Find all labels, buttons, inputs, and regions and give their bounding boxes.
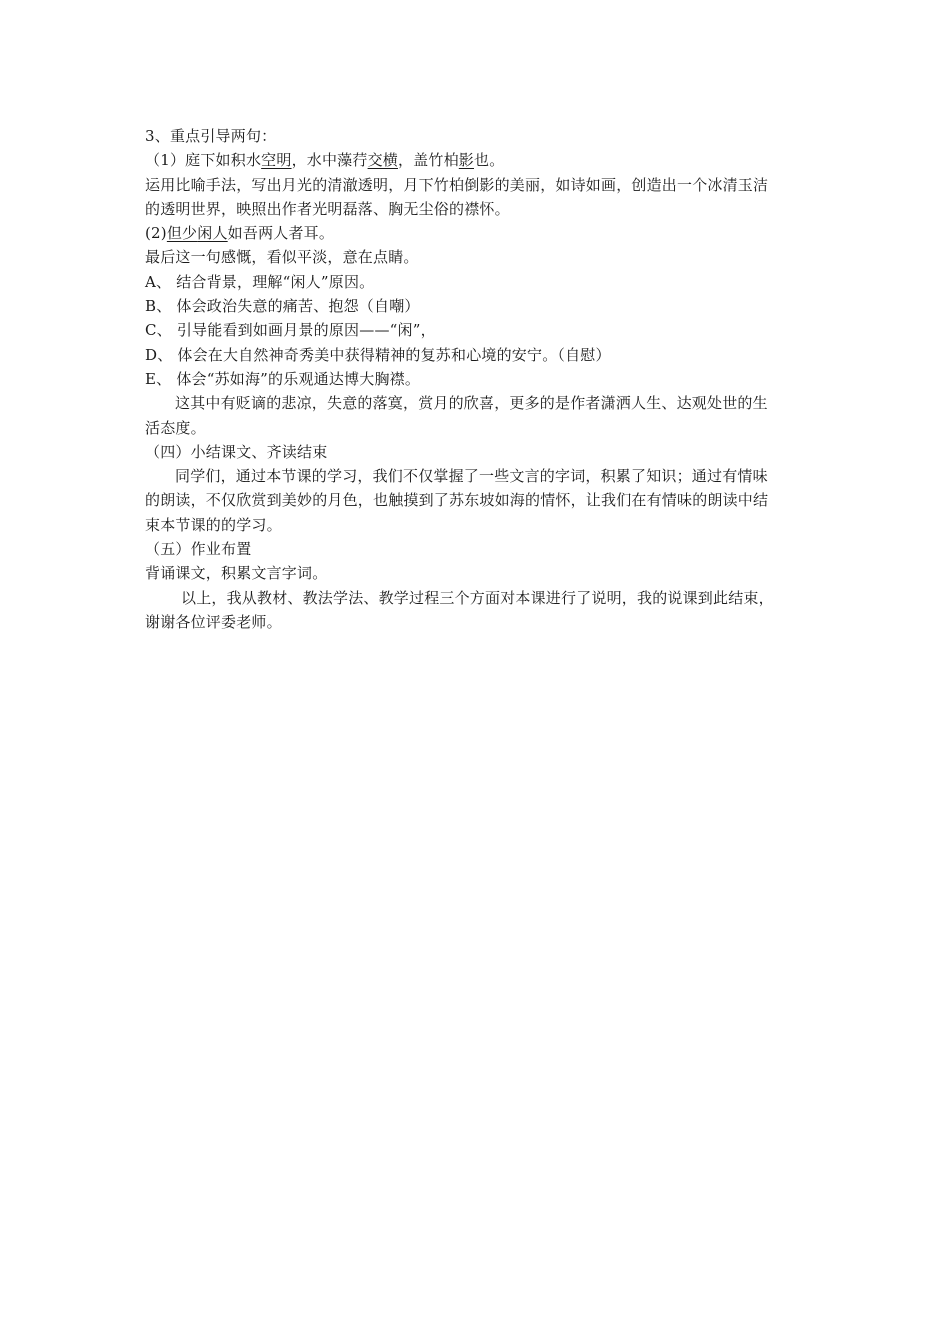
paragraph-line: 的透明世界，映照出作者光明磊落、胸无尘俗的襟怀。 bbox=[145, 199, 510, 218]
quote-text: 也。 bbox=[474, 151, 505, 170]
list-item-b: B、 体会政治失意的痛苦、抱怨（自嘲） bbox=[145, 297, 420, 316]
quote-text: (2) bbox=[145, 224, 167, 243]
list-item-d: D、 体会在大自然神奇秀美中获得精神的复苏和心境的安宁。（自慰） bbox=[145, 345, 611, 364]
underlined-word: 交横 bbox=[367, 151, 398, 170]
quote-line-2 bbox=[145, 221, 845, 245]
paragraph-line: 以上，我从教材、教法学法、教学过程三个方面对本课进行了说明，我的说课到此结束， bbox=[181, 588, 774, 607]
underlined-word: 闲人 bbox=[197, 224, 228, 243]
underlined-word: 影 bbox=[458, 151, 474, 170]
paragraph-line: 背诵课文，积累文言字词。 bbox=[145, 564, 328, 583]
list-item-c: C、 引导能看到如画月景的原因——“闲”， bbox=[145, 321, 436, 340]
paragraph-line: 最后这一句感慨，看似平淡，意在点睛。 bbox=[145, 248, 419, 267]
paragraph-line: 谢谢各位评委老师。 bbox=[145, 612, 282, 631]
quote-text: （1）庭下如积水 bbox=[145, 151, 262, 170]
quote-text: 如吾两人者耳。 bbox=[227, 224, 335, 243]
section-heading: 3、重点引导两句： bbox=[145, 127, 277, 145]
underlined-word: 但少 bbox=[166, 224, 198, 243]
quote-text: ，盖竹柏 bbox=[397, 151, 459, 170]
paragraph-line: 活态度。 bbox=[145, 418, 206, 437]
document-body bbox=[145, 124, 845, 634]
list-item-e: E、 体会“苏如海”的乐观通达博大胸襟。 bbox=[145, 369, 421, 388]
list-item-a: A、 结合背景，理解“闲人”原因。 bbox=[145, 272, 375, 291]
section-heading: （四）小结课文、齐读结束 bbox=[145, 442, 328, 461]
paragraph-line: 同学们，通过本节课的学习，我们不仅掌握了一些文言的字词，积累了知识；通过有情味 bbox=[175, 467, 768, 486]
underlined-word: 空明 bbox=[261, 151, 292, 170]
paragraph-line: 这其中有贬谪的悲凉，失意的落寞，赏月的欣喜，更多的是作者潇洒人生、达观处世的生 bbox=[175, 394, 768, 413]
paragraph-line: 束本节课的的学习。 bbox=[145, 515, 282, 534]
paragraph-line: 的朗读，不仅欣赏到美妙的月色，也触摸到了苏东坡如海的情怀，让我们在有情味的朗读中结 bbox=[145, 491, 769, 510]
quote-line-1 bbox=[145, 148, 845, 172]
paragraph-line: 运用比喻手法，写出月光的清澈透明，月下竹柏倒影的美丽，如诗如画，创造出一个冰清玉洁 bbox=[145, 175, 769, 194]
section-heading: （五）作业布置 bbox=[145, 540, 252, 559]
quote-text: ，水中藻荇 bbox=[291, 151, 368, 170]
